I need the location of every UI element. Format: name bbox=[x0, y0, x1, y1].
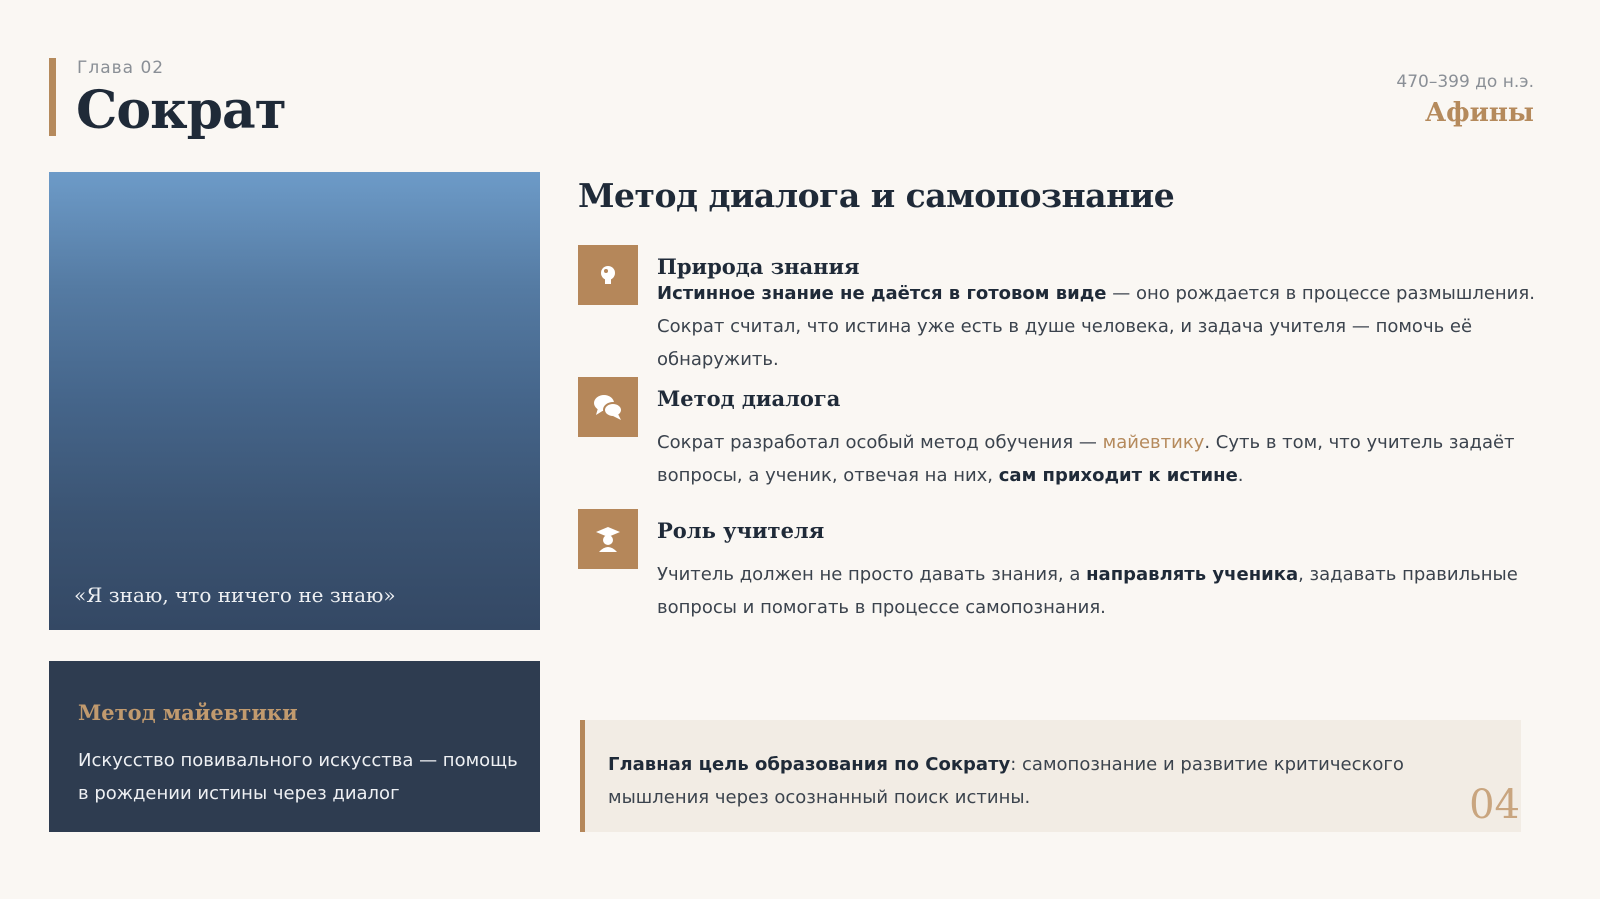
item-text-dialog bbox=[657, 426, 1537, 492]
callout-accent-bar bbox=[580, 720, 585, 832]
item-text-teacher bbox=[657, 558, 1537, 624]
item-title-dialog: Метод диалога bbox=[657, 386, 841, 411]
teacher-icon bbox=[578, 509, 638, 569]
item-text-nature-bold: Истинное знание не даётся в готовом виде bbox=[657, 283, 1107, 304]
callout-text bbox=[608, 748, 1428, 814]
item-text-teacher-b: , задавать правильные вопросы и помогать в процессе самопознания. bbox=[657, 564, 1518, 618]
lightbulb-icon bbox=[578, 245, 638, 305]
page-number: 04 bbox=[1469, 782, 1520, 828]
item-text-dialog-a: Сократ разработал особый метод обучения — bbox=[657, 432, 1103, 453]
item-text-nature bbox=[657, 277, 1537, 376]
item-text-dialog-bold: сам приходит к истине bbox=[998, 465, 1238, 486]
method-card-text: Искусство повивального искусства — помощь в рождении истины через диалог bbox=[78, 750, 518, 804]
method-card-title: Метод майевтики bbox=[78, 700, 298, 725]
item-text-teacher-bold: направлять ученика bbox=[1086, 564, 1299, 585]
section-title: Метод диалога и самопознание bbox=[578, 176, 1175, 215]
portrait-image bbox=[49, 172, 540, 630]
chapter-accent-bar bbox=[49, 58, 56, 136]
item-title-nature: Природа знания bbox=[657, 254, 860, 279]
dates-label: 470–399 до н.э. bbox=[1396, 72, 1534, 92]
item-text-dialog-b: . Суть в том, что учитель задаёт вопросы, а ученик, отвечая на них, bbox=[657, 432, 1515, 486]
chat-bubbles-icon bbox=[578, 377, 638, 437]
item-text-dialog-c: . bbox=[1237, 465, 1244, 486]
callout-bold: Главная цель образования по Сократу bbox=[608, 754, 1011, 775]
maieutics-link: майевтику bbox=[1102, 432, 1205, 453]
item-text-nature-body: — оно рождается в процессе размышления. Сократ считал, что истина уже есть в душе человека, и задача учителя — помочь её обнаружить. bbox=[657, 283, 1535, 370]
item-text-teacher-a: Учитель должен не просто давать знания, а bbox=[657, 564, 1087, 585]
chapter-label: Глава 02 bbox=[77, 58, 165, 78]
item-title-teacher: Роль учителя bbox=[657, 518, 825, 543]
city-label: Афины bbox=[1424, 98, 1534, 128]
page-title: Сократ bbox=[76, 80, 286, 141]
callout-body: : самопознание и развитие критического мышления через осознанный поиск истины. bbox=[608, 754, 1404, 808]
portrait-quote: «Я знаю, что ничего не знаю» bbox=[74, 583, 396, 607]
